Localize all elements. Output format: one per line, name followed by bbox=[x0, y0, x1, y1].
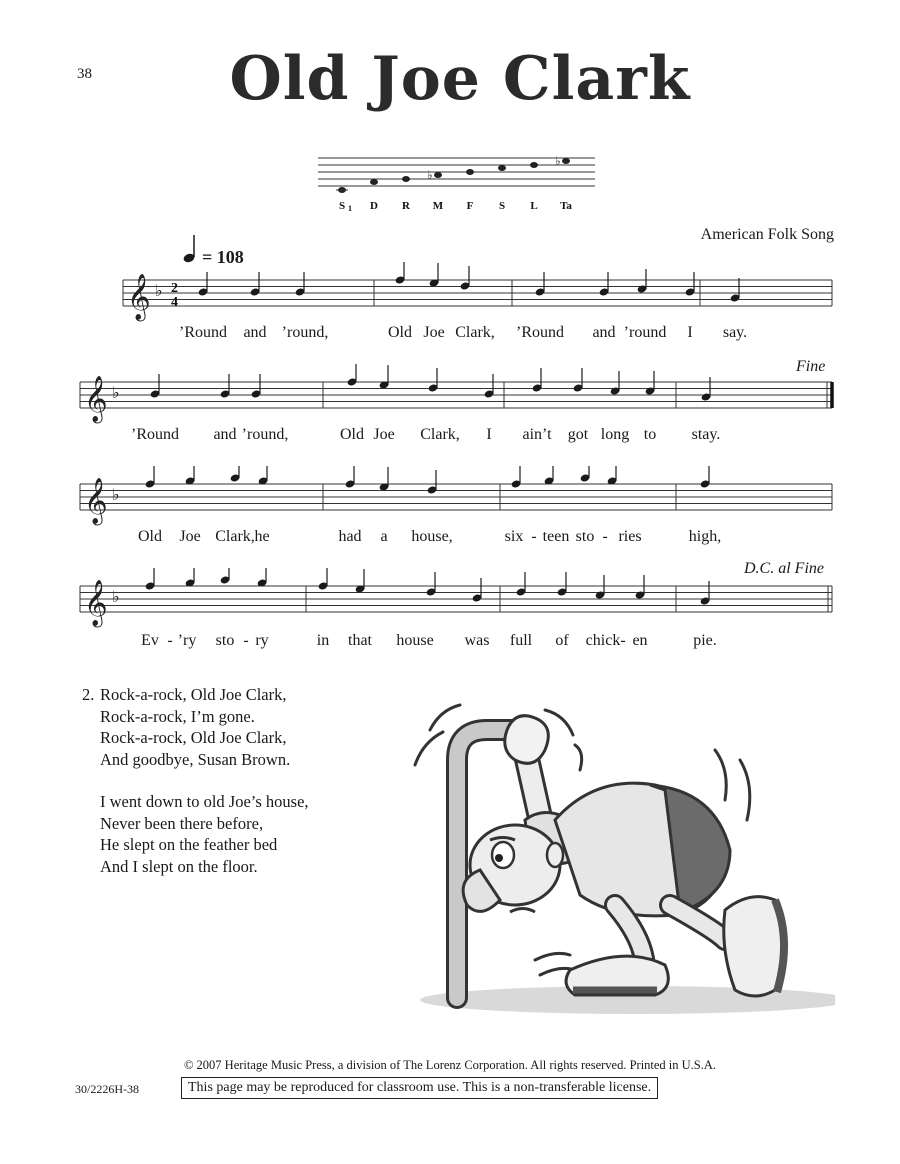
lyric-syllable: Clark, bbox=[420, 426, 460, 443]
catalog-number: 30/2226H-38 bbox=[75, 1082, 139, 1096]
lyric-syllable: house bbox=[396, 632, 434, 649]
verse-line: I went down to old Joe’s house, bbox=[100, 792, 309, 811]
key-flat-icon: ♭ bbox=[112, 587, 120, 606]
lyric-syllable: Ev bbox=[141, 632, 159, 649]
lyric-syllable: Joe bbox=[373, 426, 395, 443]
verse-line: Rock-a-rock, Old Joe Clark, bbox=[100, 728, 287, 747]
treble-clef-icon: 𝄞 bbox=[127, 274, 151, 320]
lyric-syllable: stay. bbox=[691, 426, 721, 443]
lyric-syllable: high, bbox=[688, 528, 722, 545]
lyric-syllable: ’Round bbox=[131, 426, 179, 443]
verse-line: Rock-a-rock, I’m gone. bbox=[100, 706, 255, 726]
staff-system-3 bbox=[0, 466, 900, 526]
flat-sign: ♭ bbox=[555, 154, 561, 168]
key-flat-icon: ♭ bbox=[112, 383, 120, 402]
lyric-syllable: a bbox=[380, 528, 388, 545]
lyric-syllable: had bbox=[338, 528, 362, 545]
lyric-syllable: teen bbox=[542, 528, 570, 545]
lyric-syllable: to bbox=[643, 426, 657, 443]
right-shoe bbox=[724, 897, 783, 996]
lyric-syllable: Joe bbox=[179, 528, 201, 545]
ear bbox=[547, 843, 563, 867]
lyric-syllable: full bbox=[509, 632, 533, 649]
lyric-syllable: I bbox=[687, 324, 693, 341]
stanza-2 bbox=[100, 791, 309, 877]
lyric-syllable: six bbox=[504, 528, 524, 545]
lyric-syllable: - bbox=[531, 528, 537, 545]
verse-2 bbox=[82, 684, 309, 898]
verse-line: And goodbye, Susan Brown. bbox=[100, 749, 291, 769]
lyric-syllable: of bbox=[555, 632, 569, 649]
time-signature-bottom: 4 bbox=[171, 295, 178, 310]
eye bbox=[492, 842, 514, 868]
solfege-syllable: D bbox=[370, 200, 378, 212]
lyric-syllable: he bbox=[254, 528, 270, 545]
lyric-syllable: ries bbox=[618, 528, 642, 545]
lyric-syllable: - bbox=[620, 632, 626, 649]
note-head bbox=[434, 172, 442, 178]
lyric-syllable: chick bbox=[585, 632, 621, 649]
solfege-syllable: M bbox=[432, 200, 444, 212]
fine-marking: Fine bbox=[796, 358, 826, 375]
lyric-syllable: in bbox=[316, 632, 330, 649]
lyric-syllable: say. bbox=[722, 324, 748, 341]
lyric-syllable: long bbox=[600, 426, 630, 443]
lyric-syllable: ry bbox=[255, 632, 269, 649]
mouth bbox=[510, 909, 535, 913]
verse-line: Never been there before, bbox=[100, 813, 264, 833]
key-flat-icon: ♭ bbox=[155, 281, 163, 300]
key-flat-icon: ♭ bbox=[112, 485, 120, 504]
lyric-syllable: ’Round bbox=[179, 324, 227, 341]
lyric-syllable: ’Round bbox=[516, 324, 564, 341]
solfege-subscript: 1 bbox=[348, 204, 352, 213]
verse-line: Rock-a-rock, Old Joe Clark, bbox=[100, 685, 287, 704]
license-notice: This page may be reproduced for classroom use. This is a non-transferable license. bbox=[181, 1077, 658, 1099]
lyric-syllable: got bbox=[567, 426, 589, 443]
lyric-syllable: I bbox=[486, 426, 492, 443]
lyric-syllable: Old bbox=[340, 426, 364, 443]
lyric-syllable: house, bbox=[411, 528, 453, 545]
lyric-syllable: Old bbox=[388, 324, 412, 341]
verse-line: And I slept on the floor. bbox=[100, 856, 258, 876]
staff-system-1 bbox=[0, 262, 900, 322]
lyric-syllable: ’ry bbox=[177, 632, 197, 649]
song-title: Old Joe Clark bbox=[229, 44, 691, 114]
note-head bbox=[530, 162, 538, 168]
lyric-syllable: en bbox=[632, 632, 648, 649]
lyric-syllable: and bbox=[213, 426, 237, 443]
lyric-syllable: - bbox=[602, 528, 608, 545]
solfege-scale bbox=[310, 148, 600, 218]
treble-clef-icon: 𝄞 bbox=[84, 478, 108, 524]
solfege-syllable: F bbox=[466, 200, 474, 212]
lyric-syllable: - bbox=[167, 632, 173, 649]
dc-al-fine-marking: D.C. al Fine bbox=[744, 560, 824, 577]
lyric-syllable: sto bbox=[575, 528, 595, 545]
lyric-syllable: Joe bbox=[423, 324, 445, 341]
verse-line: He slept on the feather bed bbox=[100, 835, 278, 854]
treble-clef-icon: 𝄞 bbox=[84, 376, 108, 422]
lyric-syllable: ’round bbox=[623, 324, 667, 341]
solfege-syllable: L bbox=[530, 200, 538, 212]
stanza-1 bbox=[100, 684, 309, 770]
flat-sign: ♭ bbox=[427, 168, 433, 182]
composer: American Folk Song bbox=[700, 226, 834, 243]
lyric-syllable: ’round, bbox=[241, 426, 289, 443]
verse-number: 2. bbox=[82, 685, 95, 704]
solfege-syllable: R bbox=[402, 200, 410, 212]
copyright-notice: © 2007 Heritage Music Press, a division of The Lorenz Corporation. All rights reserved. Printed in U.S.A. bbox=[183, 1058, 717, 1072]
lyric-syllable: sto bbox=[215, 632, 235, 649]
solfege-syllable: S bbox=[338, 200, 346, 212]
staff-system-2 bbox=[0, 364, 900, 424]
time-signature-top: 2 bbox=[171, 281, 178, 296]
note-head bbox=[562, 158, 570, 164]
note-head bbox=[498, 165, 506, 171]
lyric-syllable: pie. bbox=[693, 632, 717, 649]
solfege-syllable: Ta bbox=[560, 200, 572, 212]
tempo-value: = 108 bbox=[202, 247, 244, 267]
hand bbox=[505, 716, 549, 764]
lyric-syllable: ’round, bbox=[281, 324, 329, 341]
old-joe-clark-illustration bbox=[395, 690, 835, 1020]
lyric-syllable: Clark, bbox=[215, 528, 255, 545]
lyric-syllable: Old bbox=[138, 528, 162, 545]
note-head bbox=[370, 179, 378, 185]
treble-clef-icon: 𝄞 bbox=[84, 580, 108, 626]
note-head bbox=[466, 169, 474, 175]
lyric-syllable: ain’t bbox=[522, 426, 552, 443]
note-head bbox=[402, 176, 410, 182]
lyric-syllable: Clark, bbox=[455, 324, 495, 341]
lyric-syllable: was bbox=[464, 632, 490, 649]
lyric-syllable: that bbox=[348, 632, 372, 649]
solfege-syllable: S bbox=[498, 200, 506, 212]
lyric-syllable: - bbox=[243, 632, 249, 649]
page-number: 38 bbox=[77, 66, 92, 82]
lyric-syllable: and bbox=[243, 324, 267, 341]
lyric-syllable: and bbox=[592, 324, 616, 341]
